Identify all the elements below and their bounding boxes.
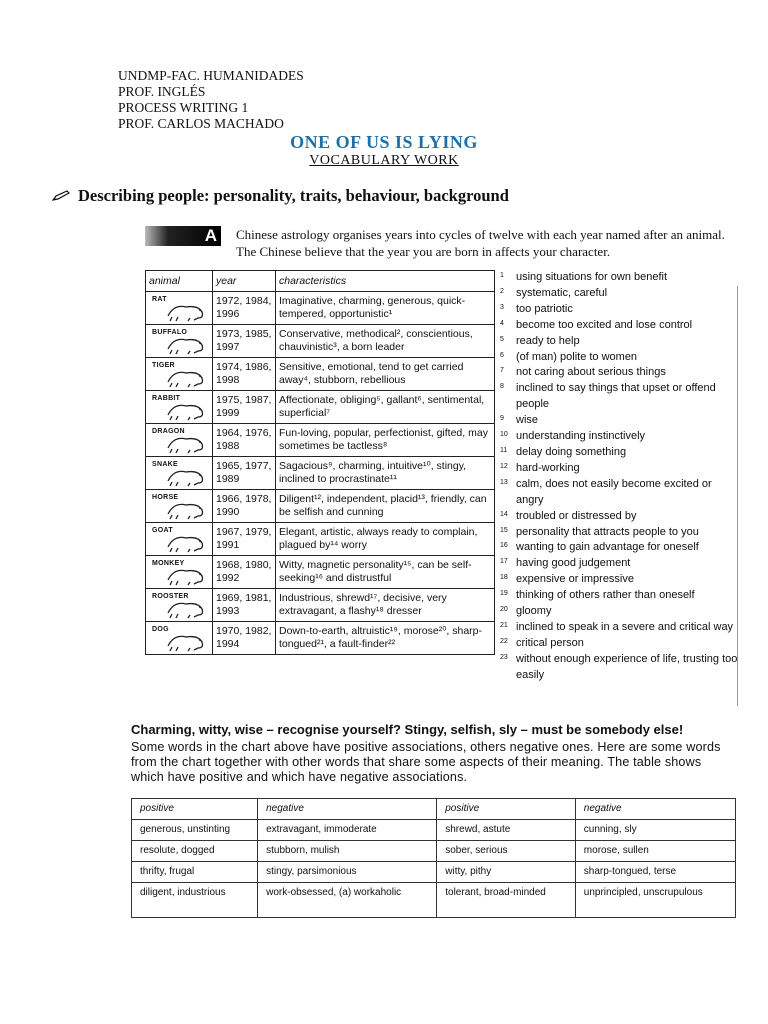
glossary-item [500, 588, 740, 604]
glossary-definition: wise [516, 414, 539, 427]
traits-cell: Elegant, artistic, always ready to complain, plagued by¹⁴ worry [276, 523, 495, 556]
column-header: positive [132, 799, 258, 820]
glossary-definition: critical person [516, 636, 584, 649]
animal-cell [146, 358, 213, 391]
glossary-definition: systematic, careful [516, 286, 608, 299]
year-cell: 1975, 1987, 1999 [213, 391, 276, 424]
glossary-item [500, 540, 740, 556]
glossary-definition: inclined to speak in a severe and critical way [516, 620, 734, 633]
table-row [146, 325, 495, 358]
animal-name: SNAKE [152, 461, 179, 468]
animal-cell [146, 490, 213, 523]
dragon-icon [164, 432, 208, 454]
glossary-definition: calm, does not easily become excited or angry [516, 477, 712, 506]
column-header: characteristics [276, 271, 495, 292]
glossary-number: 1 [500, 272, 504, 279]
header-line: UNDMP-FAC. HUMANIDADES [118, 68, 304, 83]
negative-cell: morose, sullen [575, 841, 735, 862]
glossary-definition: expensive or impressive [516, 573, 634, 586]
pencil-icon [52, 190, 70, 202]
glossary-item [500, 572, 740, 588]
part-b-heading: Charming, witty, wise – recognise yourself? Stingy, selfish, sly – must be somebody else! [131, 722, 684, 737]
glossary-definition: personality that attracts people to you [516, 525, 699, 538]
glossary-item [500, 429, 740, 445]
animal-cell [146, 424, 213, 457]
glossary-definition: using situations for own benefit [516, 271, 668, 283]
glossary-item [500, 620, 740, 636]
glossary-number: 16 [500, 542, 508, 550]
glossary-item [500, 525, 740, 541]
glossary-number: 14 [500, 510, 508, 518]
glossary-definition: gloomy [516, 605, 552, 618]
year-cell: 1965, 1977, 1989 [213, 457, 276, 490]
animal-name: RAT [152, 296, 167, 303]
glossary-definition: without enough experience of life, trusting too easily [516, 652, 738, 681]
glossary-definition: having good judgement [516, 557, 631, 570]
glossary-number: 7 [500, 367, 504, 375]
table-row [146, 556, 495, 589]
positive-cell: diligent, industrious [132, 883, 258, 918]
positive-cell: thrifty, frugal [132, 862, 258, 883]
glossary-item [500, 461, 740, 477]
negative-cell: stingy, parsimonious [258, 862, 437, 883]
table-header-row [132, 799, 736, 820]
animal-name: GOAT [152, 527, 173, 534]
positive-cell: tolerant, broad-minded [437, 883, 576, 918]
glossary-definition: inclined to say things that upset or offend people [516, 382, 716, 411]
document-subtitle: VOCABULARY WORK [309, 153, 459, 168]
glossary-item [500, 302, 740, 318]
animal-name: ROOSTER [152, 593, 189, 600]
glossary-definition: (of man) polite to women [516, 350, 638, 363]
header-line: PROF. CARLOS MACHADO [118, 116, 284, 131]
associations-table [131, 798, 736, 918]
glossary-number: 19 [500, 590, 508, 598]
glossary-number: 3 [500, 303, 504, 311]
negative-cell: stubborn, mulish [258, 841, 437, 862]
year-cell: 1974, 1986, 1998 [213, 358, 276, 391]
negative-cell: sharp-tongued, terse [575, 862, 735, 883]
animal-name: MONKEY [152, 560, 185, 567]
glossary-definition: troubled or distressed by [516, 509, 637, 522]
part-a-intro: Chinese astrology organises years into cycles of twelve with each year named after an animal. The Chinese believe that the year you are born in affects your character. [236, 227, 725, 259]
year-cell: 1964, 1976, 1988 [213, 424, 276, 457]
traits-cell: Conservative, methodical², conscientious, chauvinistic³, a born leader [276, 325, 495, 358]
column-header: year [213, 271, 276, 292]
negative-cell: unprincipled, unscrupulous [575, 883, 735, 918]
positive-cell: shrewd, astute [437, 820, 576, 841]
animal-name: DRAGON [152, 428, 185, 435]
animal-cell [146, 622, 213, 655]
animal-name: HORSE [152, 494, 179, 501]
year-cell: 1966, 1978, 1990 [213, 490, 276, 523]
glossary-number: 20 [500, 606, 508, 614]
year-cell: 1970, 1982, 1994 [213, 622, 276, 655]
traits-cell: Fun-loving, popular, perfectionist, gifted, may sometimes be tactless⁸ [276, 424, 495, 457]
glossary-list [500, 270, 740, 684]
glossary-number: 21 [500, 621, 508, 629]
glossary-number: 15 [500, 526, 508, 534]
glossary-number: 2 [500, 287, 504, 295]
glossary-definition: thinking of others rather than oneself [516, 589, 695, 602]
rooster-icon [164, 597, 208, 619]
animal-cell [146, 523, 213, 556]
dog-icon [164, 630, 208, 652]
buffalo-icon [164, 333, 208, 355]
negative-cell: cunning, sly [575, 820, 735, 841]
glossary-number: 8 [500, 383, 504, 391]
animal-cell [146, 292, 213, 325]
positive-cell: resolute, dogged [132, 841, 258, 862]
glossary-definition: wanting to gain advantage for oneself [516, 541, 699, 554]
positive-cell: generous, unstinting [132, 820, 258, 841]
animal-name: RABBIT [152, 395, 181, 402]
glossary-definition: delay doing something [516, 445, 627, 458]
table-row [132, 820, 736, 841]
glossary-number: 6 [500, 351, 504, 359]
glossary-item [500, 477, 740, 509]
snake-icon [164, 465, 208, 487]
column-header: animal [146, 271, 213, 292]
table-row [146, 358, 495, 391]
animal-cell [146, 391, 213, 424]
glossary-number: 5 [500, 335, 504, 343]
year-cell: 1968, 1980, 1992 [213, 556, 276, 589]
glossary-definition: become too excited and lose control [516, 318, 693, 331]
glossary-number: 12 [500, 462, 508, 470]
traits-cell: Diligent¹², independent, placid¹³, friendly, can be selfish and cunning [276, 490, 495, 523]
glossary-item [500, 270, 740, 286]
year-cell: 1969, 1981, 1993 [213, 589, 276, 622]
glossary-item [500, 604, 740, 620]
table-header-row [146, 271, 495, 292]
traits-cell: Witty, magnetic personality¹⁵, can be self-seeking¹⁶ and distrustful [276, 556, 495, 589]
animal-cell [146, 589, 213, 622]
document-title: ONE OF US IS LYING [290, 132, 478, 152]
year-cell: 1967, 1979, 1991 [213, 523, 276, 556]
animal-name: TIGER [152, 362, 175, 369]
traits-cell: Down-to-earth, altruistic¹⁹, morose²⁰, sharp-tongued²¹, a fault-finder²² [276, 622, 495, 655]
glossary-definition: hard-working [516, 461, 580, 474]
glossary-number: 9 [500, 415, 504, 423]
positive-cell: sober, serious [437, 841, 576, 862]
glossary-definition: understanding instinctively [516, 430, 646, 443]
positive-cell: witty, pithy [437, 862, 576, 883]
table-row [146, 424, 495, 457]
glossary-item [500, 509, 740, 525]
goat-icon [164, 531, 208, 553]
column-header: negative [258, 799, 437, 820]
header-line: PROF. INGLÉS [118, 84, 206, 99]
glossary-number: 13 [500, 478, 508, 486]
year-cell: 1973, 1985, 1997 [213, 325, 276, 358]
glossary-item [500, 318, 740, 334]
glossary-item [500, 556, 740, 572]
traits-cell: Sensitive, emotional, tend to get carried away⁴, stubborn, rebellious [276, 358, 495, 391]
glossary-number: 17 [500, 558, 508, 566]
column-header: negative [575, 799, 735, 820]
glossary-number: 10 [500, 431, 508, 439]
rabbit-icon [164, 399, 208, 421]
table-row [146, 490, 495, 523]
glossary-number: 22 [500, 637, 508, 645]
year-cell: 1972, 1984, 1996 [213, 292, 276, 325]
part-a-badge: A [145, 226, 221, 246]
part-b-paragraph: Some words in the chart above have positive associations, others negative ones. Here are some words from the chart together with other words that share some aspects of their meaning. The table shows which have positive and which have negative associations. [131, 740, 721, 784]
column-header: positive [437, 799, 576, 820]
glossary-item [500, 350, 740, 366]
glossary-number: 18 [500, 574, 508, 582]
animal-name: DOG [152, 626, 169, 633]
document-header [118, 68, 304, 132]
glossary-item [500, 652, 740, 684]
margin-rule [737, 286, 738, 706]
glossary-number: 11 [500, 446, 508, 454]
tiger-icon [164, 366, 208, 388]
section-heading [52, 186, 509, 206]
table-row [146, 622, 495, 655]
table-row [146, 589, 495, 622]
table-row [146, 391, 495, 424]
monkey-icon [164, 564, 208, 586]
traits-cell: Affectionate, obliging⁵, gallant⁶, sentimental, superficial⁷ [276, 391, 495, 424]
glossary-number: 23 [500, 653, 508, 661]
glossary-item [500, 636, 740, 652]
header-line: PROCESS WRITING 1 [118, 100, 249, 115]
traits-cell: Industrious, shrewd¹⁷, decisive, very extravagant, a flashy¹⁸ dresser [276, 589, 495, 622]
glossary-definition: ready to help [516, 334, 580, 347]
table-row [146, 457, 495, 490]
horse-icon [164, 498, 208, 520]
zodiac-table [145, 270, 495, 655]
glossary-item [500, 381, 740, 413]
glossary-definition: too patriotic [516, 302, 573, 315]
glossary-item [500, 365, 740, 381]
negative-cell: extravagant, immoderate [258, 820, 437, 841]
negative-cell: work-obsessed, (a) workaholic [258, 883, 437, 918]
glossary-item [500, 334, 740, 350]
glossary-item [500, 286, 740, 302]
glossary-number: 4 [500, 319, 504, 327]
table-row [146, 523, 495, 556]
table-row [132, 883, 736, 918]
rat-icon [164, 300, 208, 322]
table-row [132, 862, 736, 883]
animal-cell [146, 325, 213, 358]
glossary-definition: not caring about serious things [516, 366, 666, 379]
table-row [132, 841, 736, 862]
traits-cell: Imaginative, charming, generous, quick-tempered, opportunistic¹ [276, 292, 495, 325]
animal-name: BUFFALO [152, 329, 188, 336]
traits-cell: Sagacious⁹, charming, intuitive¹⁰, stingy, inclined to procrastinate¹¹ [276, 457, 495, 490]
animal-cell [146, 457, 213, 490]
glossary-item [500, 445, 740, 461]
table-row [146, 292, 495, 325]
section-heading-text: Describing people: personality, traits, behaviour, background [78, 186, 509, 205]
animal-cell [146, 556, 213, 589]
glossary-item [500, 413, 740, 429]
